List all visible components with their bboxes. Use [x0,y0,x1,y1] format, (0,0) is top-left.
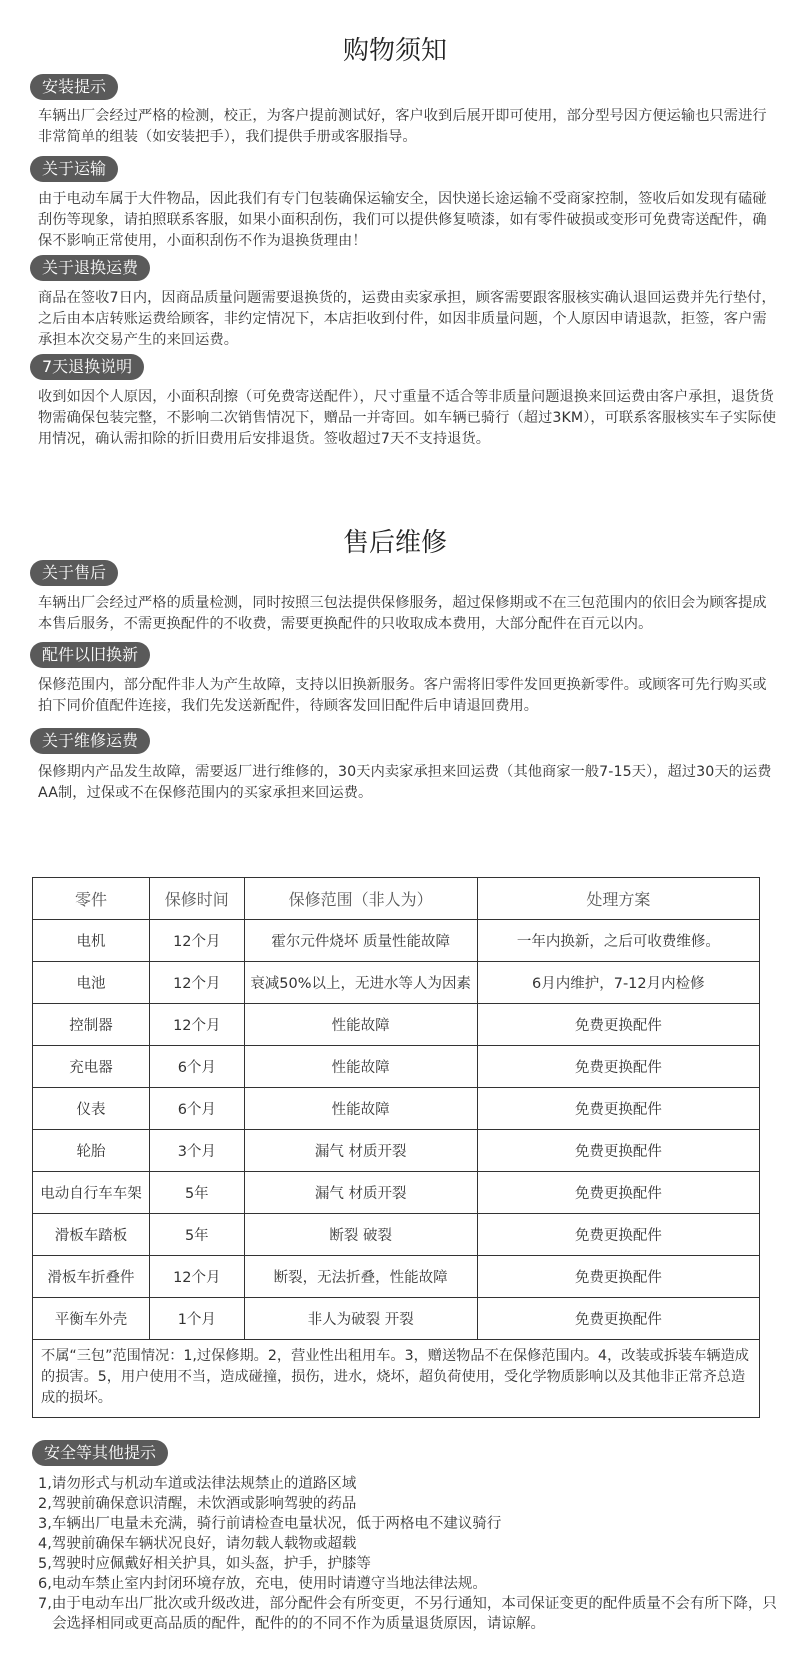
about-after-sales-text: 车辆出厂会经过严格的质量检测，同时按照三包法提供保修服务，超过保修期或不在三包范围内的依旧会为顾客提成本售后服务，不需更换配件的不收费，需要更换配件的只收取成本费用，大部分配件在百元以内。 [38,595,767,632]
cell-scope: 非人为破裂 开裂 [244,1298,477,1340]
table-row [33,1256,760,1298]
list-item: 2,驾驶前确保意识清醒，未饮酒或影响驾驶的药品 [38,1496,357,1512]
list-item: 5,驾驶时应佩戴好相关护具，如头盔，护手，护膝等 [38,1556,371,1572]
repair-shipping-fee-text: 保修期内产品发生故障，需要返厂进行维修的，30天内卖家承担来回运费（其他商家一般7-15天），超过30天的运费AA制，过保或不在保修范围内的买家承担来回运费。 [38,764,772,801]
cell-period: 5年 [149,1172,244,1214]
table-row [33,962,760,1004]
cell-scope: 霍尔元件烧坏 质量性能故障 [244,920,477,962]
cell-part: 电动自行车车架 [33,1172,150,1214]
table-row [33,1088,760,1130]
table-header-row [33,878,760,920]
installation-text: 车辆出厂会经过严格的检测，校正，为客户提前测试好，客户收到后展开即可使用，部分型号因方便运输也只需进行非常简单的组装（如安装把手），我们提供手册或客服指导。 [38,108,767,145]
exclusion-note: 不属“三包”范围情况：1,过保修期。2，营业性出租用车。3，赠送物品不在保修范围内。4，改装或拆装车辆造成的损害。5，用户使用不当，造成碰撞，损伤，进水，烧坏，超负荷使用，受化学物质影响以及其他非正常齐总造成的损坏。 [33,1340,760,1418]
parts-trade-in-text: 保修范围内，部分配件非人为产生故障，支持以旧换新服务。客户需将旧零件发回更换新零件。或顾客可先行购买或拍下同价值配件连接，我们先发送新配件，待顾客发回旧配件后申请退回费用。 [38,677,767,714]
tag-repair-shipping-fee: 关于维修运费 [30,728,150,754]
table-note-row [33,1340,760,1418]
table-row [33,1298,760,1340]
cell-scope: 漏气 材质开裂 [244,1172,477,1214]
list-item: 6,电动车禁止室内封闭环境存放，充电，使用时请遵守当地法律法规。 [38,1576,487,1592]
header-solution: 处理方案 [477,878,759,920]
cell-period: 6个月 [149,1046,244,1088]
shopping-notice-title: 购物须知 [342,36,447,66]
table-row [33,1214,760,1256]
cell-period: 12个月 [149,962,244,1004]
tag-about-after-sales: 关于售后 [30,560,118,586]
table-row [33,1046,760,1088]
tag-7day-return: 7天退换说明 [30,354,144,380]
cell-solution: 免费更换配件 [477,1130,759,1172]
warranty-table [32,877,760,1418]
cell-part: 滑板车踏板 [33,1214,150,1256]
cell-solution: 一年内换新，之后可收费维修。 [477,920,759,962]
cell-scope: 断裂，无法折叠，性能故障 [244,1256,477,1298]
cell-part: 轮胎 [33,1130,150,1172]
header-part: 零件 [33,878,150,920]
cell-period: 12个月 [149,1004,244,1046]
cell-solution: 免费更换配件 [477,1256,759,1298]
table-row [33,920,760,962]
cell-part: 控制器 [33,1004,150,1046]
7day-return-text: 收到如因个人原因，小面积刮擦（可免费寄送配件），尺寸重量不适合等非质量问题退换来回运费由客户承担，退货货物需确保包装完整，不影响二次销售情况下，赠品一并寄回。如车辆已骑行（超过3KM），可联系客服核实车子实际使用情况，确认需扣除的折旧费用后安排退货。签收超过7天不支持退货。 [38,389,777,447]
after-sales-title: 售后维修 [342,528,447,558]
header-warranty-period: 保修时间 [149,878,244,920]
cell-scope: 漏气 材质开裂 [244,1130,477,1172]
list-item: 3,车辆出厂电量未充满，骑行前请检查电量状况，低于两格电不建议骑行 [38,1516,502,1532]
header-warranty-scope: 保修范围（非人为） [244,878,477,920]
cell-part: 仪表 [33,1088,150,1130]
tag-shipping: 关于运输 [30,156,118,182]
cell-solution: 免费更换配件 [477,1004,759,1046]
cell-solution: 免费更换配件 [477,1088,759,1130]
return-shipping-fee-text: 商品在签收7日内，因商品质量问题需要退换货的，运费由卖家承担，顾客需要跟客服核实确认退回运费并先行垫付，之后由本店转账运费给顾客，非约定情况下，本店拒收到付件，如因非质量问题，个人原因申请退款，拒签，客户需承担本次交易产生的来回运费。 [38,290,776,348]
tag-parts-trade-in: 配件以旧换新 [30,642,150,668]
cell-solution: 免费更换配件 [477,1172,759,1214]
list-item: 1,请勿形式与机动车道或法律法规禁止的道路区域 [38,1476,357,1492]
table-row [33,1130,760,1172]
cell-period: 1个月 [149,1298,244,1340]
cell-part: 充电器 [33,1046,150,1088]
list-item: 4,驾驶前确保车辆状况良好，请勿载人载物或超载 [38,1536,357,1552]
cell-scope: 衰减50%以上，无进水等人为因素 [244,962,477,1004]
cell-part: 电池 [33,962,150,1004]
cell-solution: 6月内维护，7-12月内检修 [477,962,759,1004]
cell-solution: 免费更换配件 [477,1214,759,1256]
tag-return-shipping-fee: 关于退换运费 [30,255,150,281]
cell-period: 5年 [149,1214,244,1256]
shipping-text: 由于电动车属于大件物品，因此我们有专门包装确保运输安全，因快递长途运输不受商家控制，签收后如发现有磕碰刮伤等现象，请拍照联系客服，如果小面积刮伤，我们可以提供修复喷漆，如有零件破损或变形可免费寄送配件，确保不影响正常使用，小面积刮伤不作为退换货理由！ [38,191,767,249]
cell-period: 3个月 [149,1130,244,1172]
safety-tips-list [38,1474,778,1634]
cell-part: 滑板车折叠件 [33,1256,150,1298]
cell-period: 12个月 [149,1256,244,1298]
cell-solution: 免费更换配件 [477,1046,759,1088]
cell-period: 12个月 [149,920,244,962]
cell-part: 平衡车外壳 [33,1298,150,1340]
cell-scope: 断裂 破裂 [244,1214,477,1256]
table-row [33,1004,760,1046]
cell-period: 6个月 [149,1088,244,1130]
cell-part: 电机 [33,920,150,962]
table-row [33,1172,760,1214]
tag-safety-tips: 安全等其他提示 [32,1440,168,1466]
list-item: 7,由于电动车出厂批次或升级改进，部分配件会有所变更，不另行通知，本司保证变更的配件质量不会有所下降，只会选择相同或更高品质的配件，配件的的不同不作为质量退货原因，请谅解。 [38,1596,777,1632]
cell-scope: 性能故障 [244,1004,477,1046]
cell-scope: 性能故障 [244,1088,477,1130]
cell-scope: 性能故障 [244,1046,477,1088]
tag-installation: 安装提示 [30,74,118,100]
cell-solution: 免费更换配件 [477,1298,759,1340]
